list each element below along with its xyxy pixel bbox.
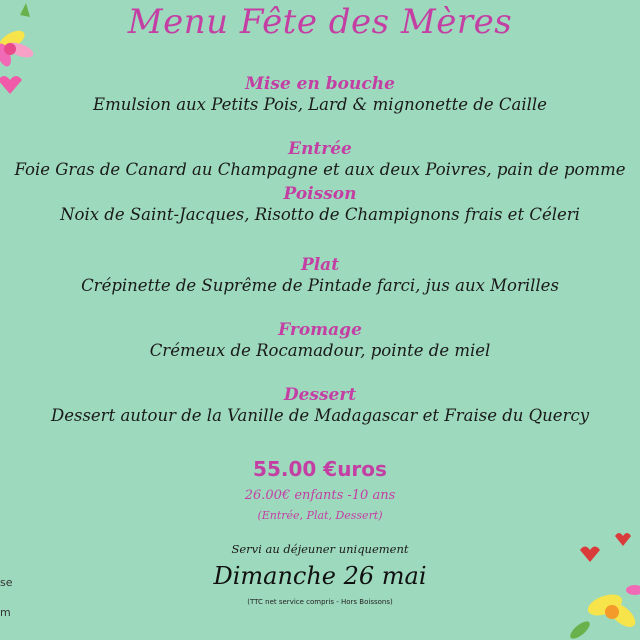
course-dish: Crépinette de Suprême de Pintade farci, jus aux Morilles [81,276,559,295]
course-label: Entrée [288,139,352,159]
kids-price: 26.00€ enfants -10 ans [244,488,396,503]
course-dish: Foie Gras de Canard au Champagne et aux deux Poivres, pain de pomme [14,160,626,179]
course-dish: Dessert autour de la Vanille de Madagascar et Fraise du Quercy [50,406,590,425]
fine-print: (TTC net service compris - Hors Boissons) [247,598,393,606]
course-plat [0,255,640,297]
course-dish: Noix de Saint-Jacques, Risotto de Champignons frais et Céleri [60,205,580,224]
menu-price: 55.00 €uros [253,457,387,481]
course-label: Dessert [283,385,357,405]
event-date: Dimanche 26 mai [213,562,427,590]
course-label: Poisson [283,184,357,204]
course-label: Fromage [278,320,362,340]
served-note: Servi au déjeuner uniquement [231,542,409,556]
course-dessert [0,385,640,427]
course-poisson [0,184,640,226]
course-entree [0,139,640,181]
course-label: Mise en bouche [245,74,395,94]
course-label: Plat [300,255,340,275]
side-text-fragment: m [0,606,11,619]
side-text-fragment: se [0,576,13,589]
course-mise-en-bouche [0,74,640,116]
kids-note: (Entrée, Plat, Dessert) [257,509,383,522]
menu-title: Menu Fête des Mères [127,2,513,42]
course-fromage [0,320,640,362]
course-dish: Emulsion aux Petits Pois, Lard & mignonette de Caille [93,95,547,114]
course-dish: Crémeux de Rocamadour, pointe de miel [149,341,491,360]
